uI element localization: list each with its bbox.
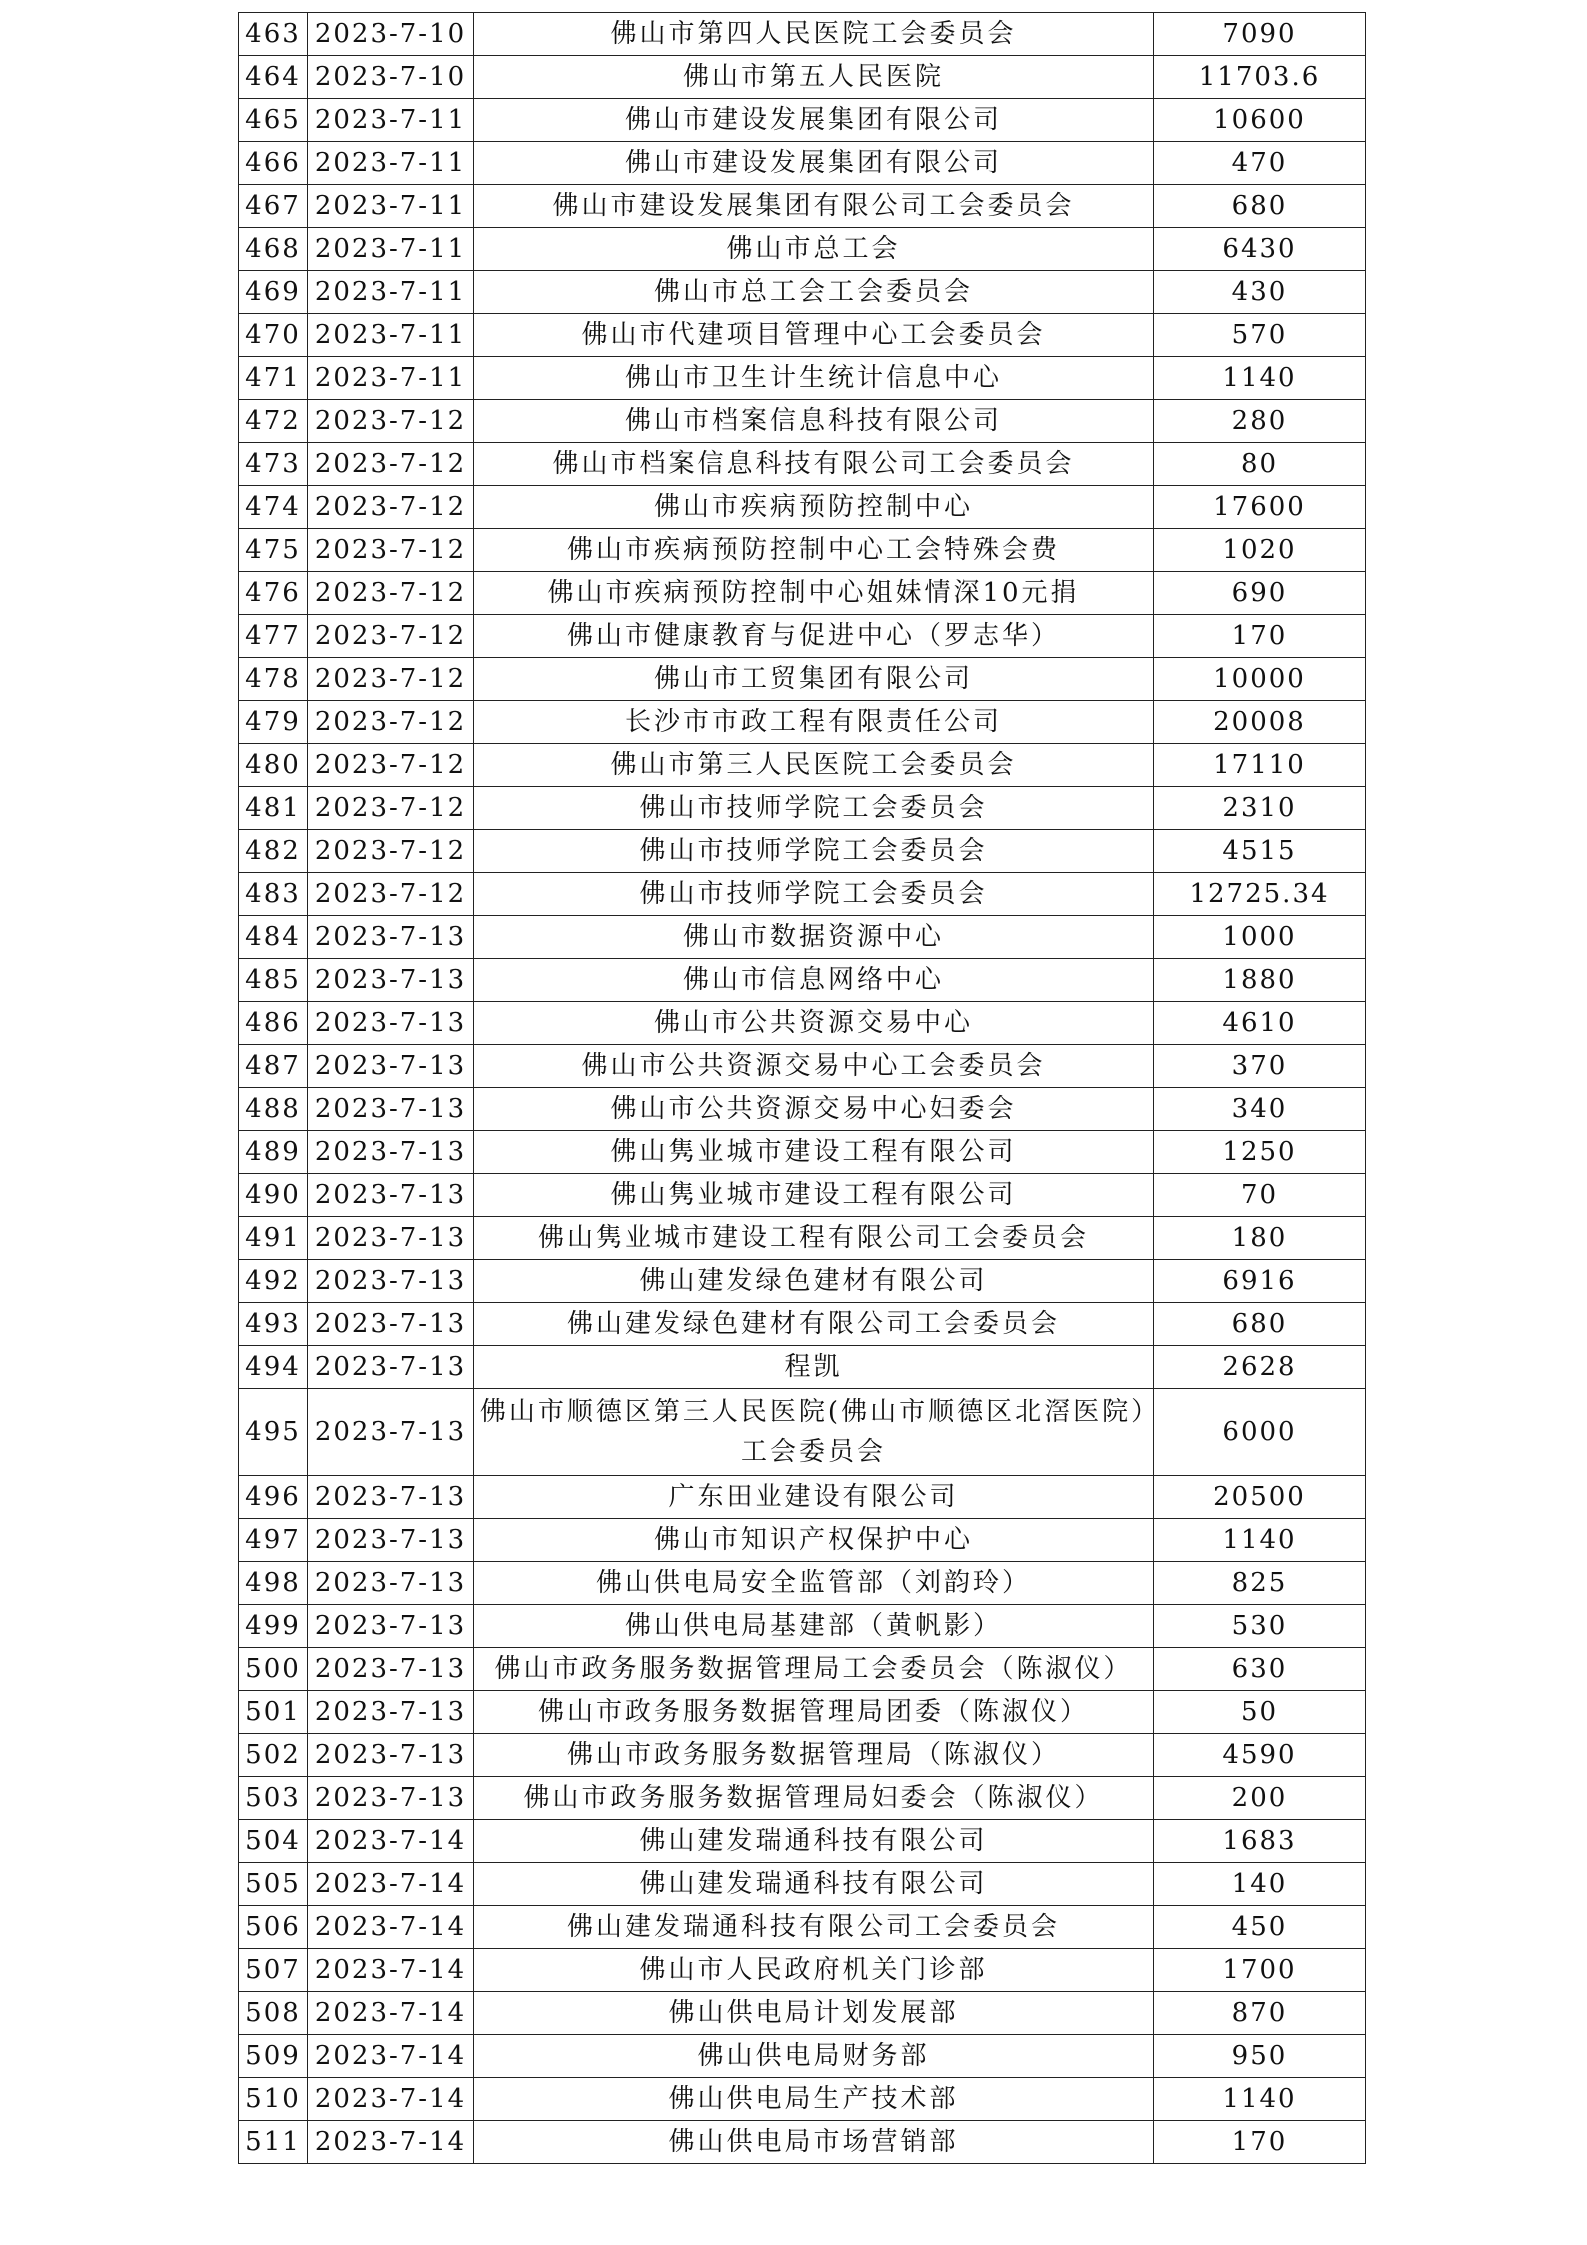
date-cell: 2023-7-12 <box>308 443 474 486</box>
amount-cell: 17600 <box>1154 486 1366 529</box>
donor-name-cell: 佛山市政务服务数据管理局妇委会（陈淑仪） <box>474 1777 1154 1820</box>
amount-cell: 370 <box>1154 1045 1366 1088</box>
row-number-cell: 496 <box>239 1476 308 1519</box>
amount-cell: 50 <box>1154 1691 1366 1734</box>
date-cell: 2023-7-11 <box>308 99 474 142</box>
amount-cell: 170 <box>1154 615 1366 658</box>
table-row <box>239 1131 1366 1174</box>
amount-cell: 680 <box>1154 1303 1366 1346</box>
amount-cell: 870 <box>1154 1992 1366 2035</box>
table-row <box>239 56 1366 99</box>
table-row <box>239 1820 1366 1863</box>
row-number-cell: 469 <box>239 271 308 314</box>
date-cell: 2023-7-12 <box>308 830 474 873</box>
date-cell: 2023-7-12 <box>308 787 474 830</box>
row-number-cell: 498 <box>239 1562 308 1605</box>
donor-name-cell: 佛山市知识产权保护中心 <box>474 1519 1154 1562</box>
amount-cell: 6000 <box>1154 1389 1366 1476</box>
table-row <box>239 959 1366 1002</box>
amount-cell: 1020 <box>1154 529 1366 572</box>
table-row <box>239 13 1366 56</box>
date-cell: 2023-7-13 <box>308 1389 474 1476</box>
amount-cell: 6916 <box>1154 1260 1366 1303</box>
donor-name-cell: 佛山市疾病预防控制中心工会特殊会费 <box>474 529 1154 572</box>
donor-name-cell: 佛山市健康教育与促进中心（罗志华） <box>474 615 1154 658</box>
table-row <box>239 916 1366 959</box>
donor-name-cell: 佛山市第三人民医院工会委员会 <box>474 744 1154 787</box>
date-cell: 2023-7-13 <box>308 1002 474 1045</box>
row-number-cell: 467 <box>239 185 308 228</box>
donor-name-cell: 佛山市顺德区第三人民医院(佛山市顺德区北滘医院）工会委员会 <box>474 1389 1154 1476</box>
table-row <box>239 1002 1366 1045</box>
row-number-cell: 489 <box>239 1131 308 1174</box>
table-row <box>239 1691 1366 1734</box>
date-cell: 2023-7-14 <box>308 1949 474 1992</box>
amount-cell: 180 <box>1154 1217 1366 1260</box>
row-number-cell: 484 <box>239 916 308 959</box>
row-number-cell: 478 <box>239 658 308 701</box>
donor-name-cell: 佛山市档案信息科技有限公司 <box>474 400 1154 443</box>
donation-table-body <box>239 13 1366 2164</box>
date-cell: 2023-7-10 <box>308 13 474 56</box>
table-row <box>239 2121 1366 2164</box>
donor-name-cell: 佛山市政务服务数据管理局团委（陈淑仪） <box>474 1691 1154 1734</box>
table-row <box>239 400 1366 443</box>
donor-name-cell: 佛山隽业城市建设工程有限公司 <box>474 1131 1154 1174</box>
row-number-cell: 474 <box>239 486 308 529</box>
row-number-cell: 464 <box>239 56 308 99</box>
date-cell: 2023-7-14 <box>308 2078 474 2121</box>
row-number-cell: 485 <box>239 959 308 1002</box>
amount-cell: 1880 <box>1154 959 1366 1002</box>
table-row <box>239 1174 1366 1217</box>
date-cell: 2023-7-14 <box>308 1820 474 1863</box>
row-number-cell: 490 <box>239 1174 308 1217</box>
donor-name-cell: 广东田业建设有限公司 <box>474 1476 1154 1519</box>
table-row <box>239 658 1366 701</box>
donor-name-cell: 佛山市公共资源交易中心 <box>474 1002 1154 1045</box>
donor-name-cell: 佛山市卫生计生统计信息中心 <box>474 357 1154 400</box>
donor-name-cell: 佛山市公共资源交易中心妇委会 <box>474 1088 1154 1131</box>
date-cell: 2023-7-13 <box>308 1648 474 1691</box>
table-row <box>239 1303 1366 1346</box>
donor-name-cell: 佛山市技师学院工会委员会 <box>474 873 1154 916</box>
row-number-cell: 502 <box>239 1734 308 1777</box>
table-row <box>239 1346 1366 1389</box>
row-number-cell: 507 <box>239 1949 308 1992</box>
date-cell: 2023-7-14 <box>308 1863 474 1906</box>
amount-cell: 1700 <box>1154 1949 1366 1992</box>
date-cell: 2023-7-13 <box>308 1217 474 1260</box>
donor-name-cell: 佛山市第五人民医院 <box>474 56 1154 99</box>
table-row <box>239 701 1366 744</box>
table-row <box>239 1217 1366 1260</box>
table-row <box>239 1992 1366 2035</box>
table-row <box>239 787 1366 830</box>
donor-name-cell: 佛山隽业城市建设工程有限公司工会委员会 <box>474 1217 1154 1260</box>
date-cell: 2023-7-13 <box>308 1131 474 1174</box>
date-cell: 2023-7-12 <box>308 486 474 529</box>
row-number-cell: 492 <box>239 1260 308 1303</box>
donor-name-cell: 佛山市技师学院工会委员会 <box>474 787 1154 830</box>
donor-name-cell: 佛山建发瑞通科技有限公司 <box>474 1820 1154 1863</box>
donor-name-cell: 佛山市建设发展集团有限公司工会委员会 <box>474 185 1154 228</box>
date-cell: 2023-7-11 <box>308 185 474 228</box>
date-cell: 2023-7-13 <box>308 1346 474 1389</box>
date-cell: 2023-7-11 <box>308 142 474 185</box>
date-cell: 2023-7-12 <box>308 658 474 701</box>
table-row <box>239 271 1366 314</box>
amount-cell: 20008 <box>1154 701 1366 744</box>
row-number-cell: 491 <box>239 1217 308 1260</box>
date-cell: 2023-7-12 <box>308 873 474 916</box>
row-number-cell: 505 <box>239 1863 308 1906</box>
row-number-cell: 499 <box>239 1605 308 1648</box>
amount-cell: 1683 <box>1154 1820 1366 1863</box>
date-cell: 2023-7-11 <box>308 314 474 357</box>
table-row <box>239 1476 1366 1519</box>
row-number-cell: 508 <box>239 1992 308 2035</box>
row-number-cell: 466 <box>239 142 308 185</box>
date-cell: 2023-7-10 <box>308 56 474 99</box>
amount-cell: 4590 <box>1154 1734 1366 1777</box>
donor-name-cell: 佛山隽业城市建设工程有限公司 <box>474 1174 1154 1217</box>
row-number-cell: 479 <box>239 701 308 744</box>
table-row <box>239 1045 1366 1088</box>
donor-name-cell: 佛山建发绿色建材有限公司工会委员会 <box>474 1303 1154 1346</box>
amount-cell: 11703.6 <box>1154 56 1366 99</box>
date-cell: 2023-7-14 <box>308 2121 474 2164</box>
amount-cell: 680 <box>1154 185 1366 228</box>
donor-name-cell: 佛山市档案信息科技有限公司工会委员会 <box>474 443 1154 486</box>
date-cell: 2023-7-13 <box>308 1045 474 1088</box>
table-row <box>239 486 1366 529</box>
date-cell: 2023-7-13 <box>308 1605 474 1648</box>
donation-table <box>238 12 1366 2164</box>
row-number-cell: 493 <box>239 1303 308 1346</box>
table-row <box>239 744 1366 787</box>
date-cell: 2023-7-14 <box>308 2035 474 2078</box>
table-row <box>239 2035 1366 2078</box>
row-number-cell: 465 <box>239 99 308 142</box>
donor-name-cell: 佛山市公共资源交易中心工会委员会 <box>474 1045 1154 1088</box>
donor-name-cell: 佛山市总工会 <box>474 228 1154 271</box>
amount-cell: 825 <box>1154 1562 1366 1605</box>
date-cell: 2023-7-13 <box>308 1734 474 1777</box>
date-cell: 2023-7-11 <box>308 271 474 314</box>
row-number-cell: 482 <box>239 830 308 873</box>
amount-cell: 70 <box>1154 1174 1366 1217</box>
row-number-cell: 468 <box>239 228 308 271</box>
row-number-cell: 497 <box>239 1519 308 1562</box>
date-cell: 2023-7-12 <box>308 615 474 658</box>
table-row <box>239 1562 1366 1605</box>
amount-cell: 4610 <box>1154 1002 1366 1045</box>
donor-name-cell: 佛山建发绿色建材有限公司 <box>474 1260 1154 1303</box>
row-number-cell: 472 <box>239 400 308 443</box>
donor-name-cell: 佛山市疾病预防控制中心 <box>474 486 1154 529</box>
amount-cell: 6430 <box>1154 228 1366 271</box>
date-cell: 2023-7-13 <box>308 1562 474 1605</box>
table-row <box>239 2078 1366 2121</box>
date-cell: 2023-7-14 <box>308 1906 474 1949</box>
amount-cell: 2628 <box>1154 1346 1366 1389</box>
row-number-cell: 509 <box>239 2035 308 2078</box>
date-cell: 2023-7-13 <box>308 1777 474 1820</box>
amount-cell: 570 <box>1154 314 1366 357</box>
table-row <box>239 142 1366 185</box>
date-cell: 2023-7-13 <box>308 1174 474 1217</box>
amount-cell: 450 <box>1154 1906 1366 1949</box>
amount-cell: 7090 <box>1154 13 1366 56</box>
row-number-cell: 504 <box>239 1820 308 1863</box>
date-cell: 2023-7-12 <box>308 744 474 787</box>
date-cell: 2023-7-13 <box>308 1519 474 1562</box>
table-row <box>239 185 1366 228</box>
row-number-cell: 475 <box>239 529 308 572</box>
donor-name-cell: 佛山市信息网络中心 <box>474 959 1154 1002</box>
table-row <box>239 1088 1366 1131</box>
table-row <box>239 572 1366 615</box>
date-cell: 2023-7-13 <box>308 916 474 959</box>
amount-cell: 20500 <box>1154 1476 1366 1519</box>
donor-name-cell: 长沙市市政工程有限责任公司 <box>474 701 1154 744</box>
amount-cell: 950 <box>1154 2035 1366 2078</box>
row-number-cell: 486 <box>239 1002 308 1045</box>
date-cell: 2023-7-13 <box>308 959 474 1002</box>
table-row <box>239 615 1366 658</box>
donor-name-cell: 佛山供电局财务部 <box>474 2035 1154 2078</box>
donor-name-cell: 佛山市疾病预防控制中心姐妹情深10元捐 <box>474 572 1154 615</box>
table-row <box>239 1389 1366 1476</box>
amount-cell: 630 <box>1154 1648 1366 1691</box>
row-number-cell: 470 <box>239 314 308 357</box>
donor-name-cell: 佛山市代建项目管理中心工会委员会 <box>474 314 1154 357</box>
table-row <box>239 228 1366 271</box>
date-cell: 2023-7-12 <box>308 572 474 615</box>
table-row <box>239 357 1366 400</box>
table-row <box>239 1949 1366 1992</box>
donor-name-cell: 佛山市政务服务数据管理局（陈淑仪） <box>474 1734 1154 1777</box>
amount-cell: 17110 <box>1154 744 1366 787</box>
date-cell: 2023-7-14 <box>308 1992 474 2035</box>
amount-cell: 10600 <box>1154 99 1366 142</box>
date-cell: 2023-7-11 <box>308 228 474 271</box>
row-number-cell: 511 <box>239 2121 308 2164</box>
row-number-cell: 487 <box>239 1045 308 1088</box>
date-cell: 2023-7-13 <box>308 1088 474 1131</box>
row-number-cell: 471 <box>239 357 308 400</box>
table-row <box>239 1734 1366 1777</box>
amount-cell: 430 <box>1154 271 1366 314</box>
donor-name-cell: 佛山建发瑞通科技有限公司工会委员会 <box>474 1906 1154 1949</box>
row-number-cell: 473 <box>239 443 308 486</box>
table-row <box>239 1777 1366 1820</box>
donor-name-cell: 佛山市人民政府机关门诊部 <box>474 1949 1154 1992</box>
row-number-cell: 483 <box>239 873 308 916</box>
row-number-cell: 488 <box>239 1088 308 1131</box>
donor-name-cell: 佛山市工贸集团有限公司 <box>474 658 1154 701</box>
row-number-cell: 463 <box>239 13 308 56</box>
donor-name-cell: 佛山建发瑞通科技有限公司 <box>474 1863 1154 1906</box>
row-number-cell: 477 <box>239 615 308 658</box>
row-number-cell: 510 <box>239 2078 308 2121</box>
donor-name-cell: 佛山市建设发展集团有限公司 <box>474 99 1154 142</box>
donor-name-cell: 佛山市技师学院工会委员会 <box>474 830 1154 873</box>
table-row <box>239 1648 1366 1691</box>
table-row <box>239 443 1366 486</box>
donor-name-cell: 佛山市总工会工会委员会 <box>474 271 1154 314</box>
date-cell: 2023-7-13 <box>308 1691 474 1734</box>
donor-name-cell: 佛山供电局计划发展部 <box>474 1992 1154 2035</box>
row-number-cell: 506 <box>239 1906 308 1949</box>
amount-cell: 80 <box>1154 443 1366 486</box>
date-cell: 2023-7-12 <box>308 529 474 572</box>
table-row <box>239 873 1366 916</box>
amount-cell: 1140 <box>1154 357 1366 400</box>
row-number-cell: 495 <box>239 1389 308 1476</box>
date-cell: 2023-7-13 <box>308 1260 474 1303</box>
table-row <box>239 314 1366 357</box>
row-number-cell: 503 <box>239 1777 308 1820</box>
row-number-cell: 480 <box>239 744 308 787</box>
donor-name-cell: 佛山供电局市场营销部 <box>474 2121 1154 2164</box>
amount-cell: 690 <box>1154 572 1366 615</box>
amount-cell: 1000 <box>1154 916 1366 959</box>
donor-name-cell: 佛山市第四人民医院工会委员会 <box>474 13 1154 56</box>
row-number-cell: 494 <box>239 1346 308 1389</box>
date-cell: 2023-7-13 <box>308 1303 474 1346</box>
date-cell: 2023-7-13 <box>308 1476 474 1519</box>
table-row <box>239 1519 1366 1562</box>
amount-cell: 470 <box>1154 142 1366 185</box>
amount-cell: 1140 <box>1154 2078 1366 2121</box>
amount-cell: 530 <box>1154 1605 1366 1648</box>
amount-cell: 1250 <box>1154 1131 1366 1174</box>
row-number-cell: 481 <box>239 787 308 830</box>
amount-cell: 1140 <box>1154 1519 1366 1562</box>
amount-cell: 340 <box>1154 1088 1366 1131</box>
amount-cell: 2310 <box>1154 787 1366 830</box>
donor-name-cell: 佛山市政务服务数据管理局工会委员会（陈淑仪） <box>474 1648 1154 1691</box>
date-cell: 2023-7-12 <box>308 400 474 443</box>
row-number-cell: 501 <box>239 1691 308 1734</box>
table-row <box>239 1863 1366 1906</box>
amount-cell: 280 <box>1154 400 1366 443</box>
amount-cell: 140 <box>1154 1863 1366 1906</box>
donor-name-cell: 佛山市建设发展集团有限公司 <box>474 142 1154 185</box>
table-row <box>239 1906 1366 1949</box>
amount-cell: 170 <box>1154 2121 1366 2164</box>
donor-name-cell: 佛山供电局生产技术部 <box>474 2078 1154 2121</box>
table-row <box>239 830 1366 873</box>
donor-name-cell: 佛山供电局基建部（黄帆影） <box>474 1605 1154 1648</box>
amount-cell: 12725.34 <box>1154 873 1366 916</box>
table-row <box>239 99 1366 142</box>
table-row <box>239 1605 1366 1648</box>
row-number-cell: 500 <box>239 1648 308 1691</box>
donor-name-cell: 佛山供电局安全监管部（刘韵玲） <box>474 1562 1154 1605</box>
donor-name-cell: 程凯 <box>474 1346 1154 1389</box>
row-number-cell: 476 <box>239 572 308 615</box>
amount-cell: 10000 <box>1154 658 1366 701</box>
donor-name-cell: 佛山市数据资源中心 <box>474 916 1154 959</box>
amount-cell: 200 <box>1154 1777 1366 1820</box>
table-row <box>239 529 1366 572</box>
amount-cell: 4515 <box>1154 830 1366 873</box>
date-cell: 2023-7-11 <box>308 357 474 400</box>
date-cell: 2023-7-12 <box>308 701 474 744</box>
table-row <box>239 1260 1366 1303</box>
